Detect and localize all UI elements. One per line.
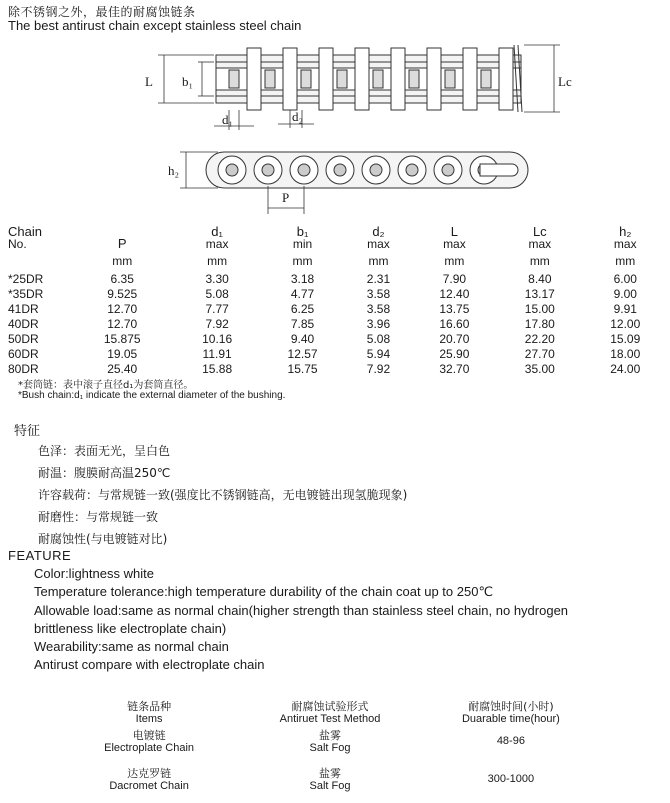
header-en: Items xyxy=(135,713,163,725)
col-header-sub: max xyxy=(443,237,466,251)
features-en-heading: FEATURE xyxy=(8,548,72,563)
unit-cell: mm xyxy=(368,254,389,268)
unit-cell xyxy=(8,250,70,272)
table-cell: 4.77 xyxy=(290,287,315,301)
unit-cell: mm xyxy=(615,254,636,268)
chain-side-view xyxy=(206,152,528,188)
table-cell: 3.96 xyxy=(366,317,391,331)
test-row xyxy=(60,765,600,803)
table-cell: 13.75 xyxy=(439,302,470,316)
col-header: d₁ xyxy=(211,224,223,239)
chain-no-cell: *35DR xyxy=(8,287,44,301)
feature-en-item: Color:lightness white xyxy=(34,566,154,581)
feature-cn-item: 色泽：表面无光，呈白色 xyxy=(38,444,171,458)
table-cell: 6.25 xyxy=(290,302,315,316)
col-header: h₂ xyxy=(619,224,632,239)
table-cell: 24.00 xyxy=(610,362,641,376)
table-cell: 35.00 xyxy=(524,362,555,376)
label-h2: h₂ xyxy=(168,163,180,178)
table-cell: 5.08 xyxy=(205,287,229,301)
table-cell: 9.40 xyxy=(290,332,315,346)
table-cell: 12.70 xyxy=(107,302,138,316)
table-cell: 13.17 xyxy=(524,287,555,301)
method-cn: 盐雾 xyxy=(318,729,341,742)
col-header-sub: min xyxy=(292,237,313,251)
col-header: Lc xyxy=(532,224,547,239)
dimension-table xyxy=(8,226,668,377)
col-header-sub: max xyxy=(613,237,637,251)
test-row xyxy=(60,726,600,765)
table-cell: 5.08 xyxy=(366,332,391,346)
table-cell: 15.75 xyxy=(287,362,318,376)
table-cell: 22.20 xyxy=(524,332,555,346)
table-cell: 25.90 xyxy=(439,347,470,361)
table-cell: 19.05 xyxy=(107,347,138,361)
durable-time: 300-1000 xyxy=(487,773,535,785)
unit-cell: mm xyxy=(112,254,133,268)
table-cell: 32.70 xyxy=(439,362,470,376)
note-english: *Bush chain:d₁ indicate the external diameter of the bushing. xyxy=(18,390,286,401)
method-en: Salt Fog xyxy=(309,780,351,792)
header-cn: 耐腐蚀时间(小时) xyxy=(468,700,554,713)
table-cell: 3.18 xyxy=(290,272,315,286)
method-cn: 盐雾 xyxy=(318,767,341,780)
table-row xyxy=(8,317,668,332)
table-cell: 5.94 xyxy=(366,347,391,361)
col-header: d₂ xyxy=(372,224,385,239)
table-cell: 9.91 xyxy=(613,302,637,316)
table-cell: 12.70 xyxy=(107,317,138,331)
col-header: P xyxy=(117,236,127,251)
col-header-sub: max xyxy=(205,237,229,251)
item-en: Electroplate Chain xyxy=(104,742,195,754)
chain-no-cell: 40DR xyxy=(8,317,39,331)
unit-cell: mm xyxy=(529,254,550,268)
table-cell: 7.92 xyxy=(366,362,391,376)
table-row xyxy=(8,302,668,317)
label-L: L xyxy=(145,74,153,89)
chain-no-cell: 50DR xyxy=(8,332,39,346)
feature-cn-item: 耐温：腹膜耐高温250℃ xyxy=(38,466,171,480)
table-cell: 3.58 xyxy=(366,302,391,316)
table-row xyxy=(8,362,668,377)
chain-diagram xyxy=(0,0,670,226)
method-en: Salt Fog xyxy=(309,742,351,754)
table-row xyxy=(8,272,668,287)
col-header-sub: max xyxy=(528,237,552,251)
col-header: b₁ xyxy=(296,224,309,239)
item-cn: 电镀链 xyxy=(132,729,166,742)
table-cell: 6.35 xyxy=(110,272,134,286)
table-cell: 12.40 xyxy=(439,287,470,301)
test-header-row xyxy=(60,700,600,726)
table-cell: 3.30 xyxy=(205,272,229,286)
note-chinese: *套筒链：表中滚子直径d₁为套筒直径。 xyxy=(18,380,194,391)
chain-no-cell: 80DR xyxy=(8,362,39,376)
title-chinese: 除不锈钢之外，最佳的耐腐蚀链条 xyxy=(8,5,196,19)
features-cn-heading: 特征 xyxy=(14,424,41,439)
header-cn: 耐腐蚀试验形式 xyxy=(291,700,369,713)
table-cell: 20.70 xyxy=(439,332,470,346)
table-cell: 17.80 xyxy=(524,317,555,331)
feature-en-item: Allowable load:same as normal chain(higher strength than stainless steel chain, no hydrogen xyxy=(34,603,569,618)
header-cn: 链条品种 xyxy=(127,700,172,713)
table-cell: 16.60 xyxy=(439,317,470,331)
feature-cn-item: 耐磨性：与常规链一致 xyxy=(38,510,159,524)
table-cell: 18.00 xyxy=(610,347,641,361)
table-cell: 25.40 xyxy=(107,362,138,376)
label-Lc: Lc xyxy=(558,74,572,89)
table-cell: 15.00 xyxy=(524,302,555,316)
table-cell: 2.31 xyxy=(366,272,391,286)
table-cell: 15.875 xyxy=(103,332,141,346)
table-cell: 7.77 xyxy=(205,302,229,316)
chain-no-cell: 41DR xyxy=(8,302,39,316)
item-cn: 达克罗链 xyxy=(127,767,172,780)
units-row xyxy=(8,250,668,272)
feature-en-item: Wearability:same as normal chain xyxy=(34,639,229,654)
unit-cell: mm xyxy=(444,254,465,268)
item-en: Dacromet Chain xyxy=(109,780,189,792)
table-cell: 7.90 xyxy=(442,272,467,286)
table-row xyxy=(8,347,668,362)
table-cell: 7.92 xyxy=(205,317,229,331)
table-cell: 12.00 xyxy=(610,317,641,331)
chain-no-cell: 60DR xyxy=(8,347,39,361)
table-cell: 27.70 xyxy=(524,347,555,361)
feature-en-item: Temperature tolerance:high temperature durability of the chain coat up to 250℃ xyxy=(34,584,494,599)
durable-time: 48-96 xyxy=(496,735,525,747)
unit-cell: mm xyxy=(292,254,313,268)
feature-cn-item: 许容载荷：与常规链一致(强度比不锈钢链高，无电镀链出现氢脆现象) xyxy=(38,488,408,502)
table-row xyxy=(8,287,668,302)
col-header-sub: max xyxy=(367,237,390,251)
table-cell: 15.88 xyxy=(202,362,233,376)
table-cell: 9.00 xyxy=(613,287,637,301)
table-cell: 11.91 xyxy=(202,347,232,361)
antirust-test-table xyxy=(60,700,600,803)
col-header-sub: No. xyxy=(8,237,27,251)
label-P: P xyxy=(282,190,290,205)
header-en: Antiruet Test Method xyxy=(279,713,381,725)
header-en: Duarable time(hour) xyxy=(461,713,560,725)
chain-no-cell: *25DR xyxy=(8,272,44,286)
table-header-row xyxy=(8,226,668,250)
chain-top-view xyxy=(216,45,522,112)
unit-cell: mm xyxy=(207,254,228,268)
table-cell: 15.09 xyxy=(610,332,641,346)
feature-cn-item: 耐腐蚀性(与电镀链对比) xyxy=(38,532,168,546)
table-cell: 6.00 xyxy=(613,272,637,286)
feature-en-item: Antirust compare with electroplate chain xyxy=(34,657,265,672)
table-cell: 8.40 xyxy=(528,272,552,286)
col-header: L xyxy=(450,224,459,239)
table-cell: 9.525 xyxy=(107,287,138,301)
table-cell: 3.58 xyxy=(366,287,391,301)
label-d1: d₁ xyxy=(222,112,234,127)
table-cell: 7.85 xyxy=(290,317,315,331)
label-b1: b₁ xyxy=(182,74,194,89)
col-header: Chain xyxy=(8,224,42,239)
table-row xyxy=(8,332,668,347)
table-cell: 12.57 xyxy=(287,347,318,361)
title-english: The best antirust chain except stainless steel chain xyxy=(8,18,302,33)
label-d2: d₂ xyxy=(292,109,304,124)
table-cell: 10.16 xyxy=(202,332,233,346)
feature-en-item: brittleness like electroplate chain) xyxy=(34,621,227,636)
